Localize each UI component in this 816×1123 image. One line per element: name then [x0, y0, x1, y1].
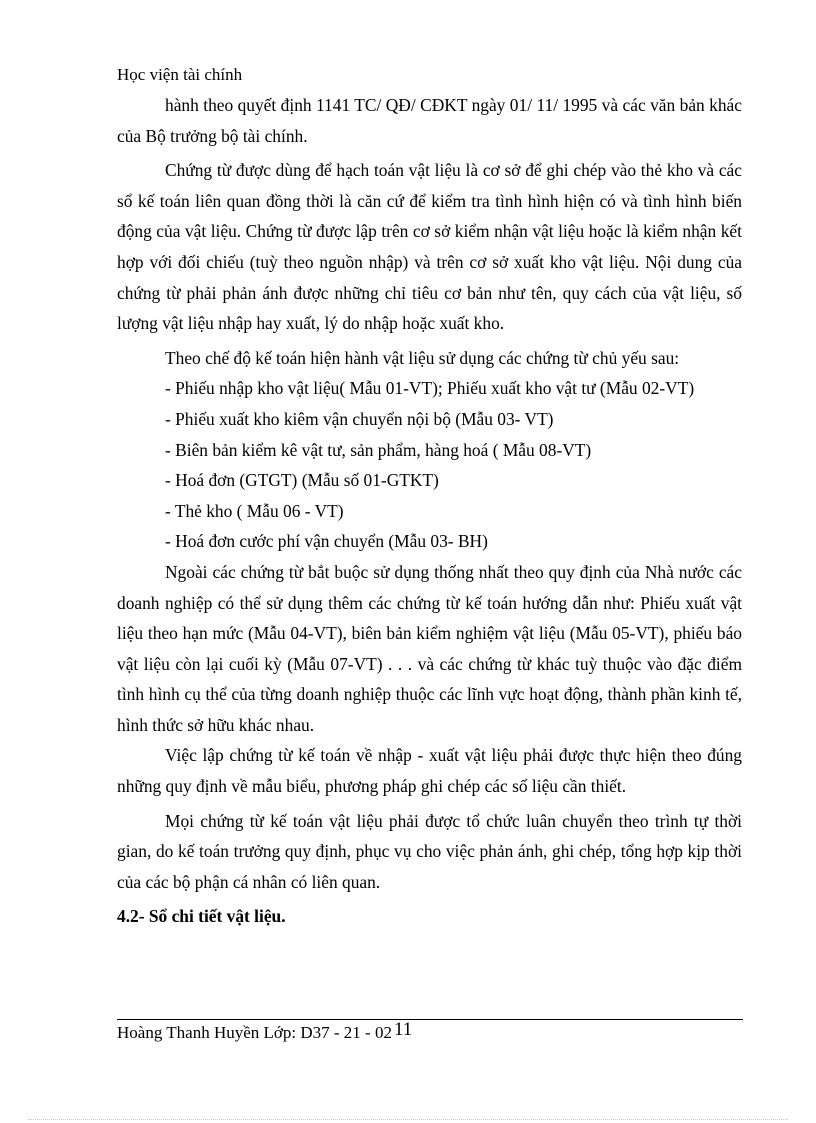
list-item: - Phiếu xuất kho kiêm vận chuyển nội bộ (Mẫu 03- VT): [165, 408, 554, 429]
paragraph-optional-documents: Ngoài các chứng từ bắt buộc sử dụng thống nhất theo quy định của Nhà nước các doanh nghiệp có thể sử dụng thêm các chứng từ kế toán hướng dẫn như: Phiếu xuất vật liệu theo hạn mức (Mẫu 04-VT), biên bản kiểm nghiệm vật liệu (Mẫu 05-VT), phiếu báo vật liệu còn lại cuối kỳ (Mẫu 07-VT) . . . và các chứng từ khác tuỳ thuộc vào đặc điểm tình hình cụ thể của từng doanh nghiệp thuộc các lĩnh vực hoạt động, thành phần kinh tế, hình thức sở hữu khác nhau.: [117, 561, 742, 735]
list-item: - Hoá đơn cước phí vận chuyển (Mẫu 03- BH): [165, 531, 488, 552]
page-header: Học viện tài chính: [117, 65, 243, 84]
list-item: - Thẻ kho ( Mẫu 06 - VT): [165, 500, 344, 521]
list-item: - Hoá đơn (GTGT) (Mẫu số 01-GTKT): [165, 470, 439, 491]
paragraph-documents-purpose: Chứng từ được dùng để hạch toán vật liệu là cơ sở để ghi chép vào thẻ kho và các sổ kế toán liên quan đồng thời là căn cứ để kiểm tra tình hình hiện có và tình hình biến động của vật liệu. Chứng từ được lập trên cơ sở kiểm nhận vật liệu hoặc là kiểm nhận kết hợp với đối chiếu (tuỳ theo nguồn nhập) và trên cơ sở xuất kho vật liệu. Nội dung của chứng từ phải phản ánh được những chỉ tiêu cơ bản như tên, quy cách của vật liệu, số lượng vật liệu nhập hay xuất, lý do nhập hoặc xuất kho.: [117, 160, 742, 334]
list-item: - Phiếu nhập kho vật liệu( Mẫu 01-VT); Phiếu xuất kho vật tư (Mẫu 02-VT): [165, 378, 695, 399]
section-heading: 4.2- Sổ chi tiết vật liệu.: [117, 906, 286, 927]
footer-divider: [117, 1019, 743, 1020]
page-footer: [117, 1019, 413, 1044]
list-item: - Biên bản kiểm kê vật tư, sản phẩm, hàng hoá ( Mẫu 08-VT): [165, 439, 592, 460]
page-bottom-dotted-line: [28, 1119, 788, 1120]
page-number: 11: [393, 1019, 413, 1040]
paragraph-continuation: hành theo quyết định 1141 TC/ QĐ/ CĐKT ngày 01/ 11/ 1995 và các văn bản khác của Bộ trưởng bộ tài chính.: [117, 95, 742, 146]
document-body: [117, 90, 742, 932]
paragraph-documents-list-intro: Theo chế độ kế toán hiện hành vật liệu sử dụng các chứng từ chủ yếu sau:: [165, 347, 680, 368]
paragraph-document-circulation: Mọi chứng từ kế toán vật liệu phải được tổ chức luân chuyển theo trình tự thời gian, do kế toán trưởng quy định, phục vụ cho việc phản ánh, ghi chép, tổng hợp kịp thời của các bộ phận cá nhân có liên quan.: [117, 810, 742, 892]
paragraph-document-preparation: Việc lập chứng từ kế toán về nhập - xuất vật liệu phải được thực hiện theo đúng những quy định về mẫu biểu, phương pháp ghi chép các số liệu cần thiết.: [117, 745, 742, 797]
footer-author-class: Hoàng Thanh Huyền Lớp: D37 - 21 - 02: [117, 1023, 392, 1042]
